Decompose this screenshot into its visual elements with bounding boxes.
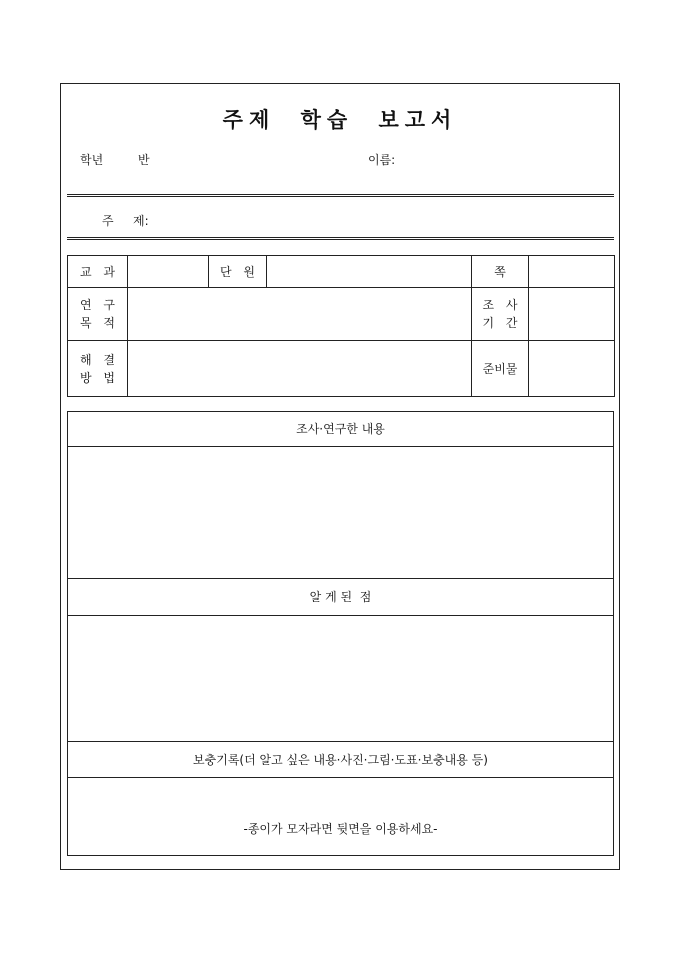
method-label-line1: 해 결 (80, 352, 119, 367)
content-box (67, 411, 614, 856)
learned-heading (68, 579, 613, 616)
name-label: 이름: (368, 153, 396, 167)
purpose-label-line1: 연 구 (80, 298, 119, 312)
learned-heading-text: 알 게 된 점 (309, 590, 372, 604)
learned-area[interactable] (68, 616, 613, 742)
supplement-heading: 보충기록(더 알고 싶은 내용·사진·그림·도표·보충내용 등) (68, 742, 613, 778)
unit-label: 단 원 (209, 256, 267, 288)
research-content-area[interactable] (68, 447, 613, 579)
double-divider-bottom (67, 237, 614, 240)
research-content-heading: 조사·연구한 내용 (68, 412, 613, 447)
period-label-line1: 조 사 (482, 298, 522, 312)
title-word-1: 주제 (222, 107, 276, 132)
grade-label: 학년 (80, 153, 104, 167)
method-label-line2: 방 법 (80, 370, 119, 385)
period-label (472, 288, 529, 341)
back-page-note: -종이가 모자라면 뒷면을 이용하세요- (243, 822, 438, 836)
period-cell[interactable] (529, 288, 615, 341)
topic-label-2: 제: (133, 214, 149, 228)
page-label: 쪽 (472, 256, 529, 288)
unit-cell[interactable] (267, 256, 472, 288)
supplement-area[interactable] (68, 778, 613, 855)
materials-cell[interactable] (529, 341, 615, 397)
double-divider-top (67, 194, 614, 197)
purpose-label (68, 288, 128, 341)
subject-cell[interactable] (128, 256, 209, 288)
purpose-label-line2: 목 적 (80, 316, 119, 330)
title-word-3: 보고서 (378, 107, 458, 132)
page-cell[interactable] (529, 256, 615, 288)
purpose-cell[interactable] (128, 288, 472, 341)
subject-label: 교 과 (68, 256, 128, 288)
method-label (68, 341, 128, 397)
topic-label-1: 주 (102, 214, 114, 228)
info-table (67, 255, 615, 397)
title-word-2: 학습 (300, 107, 354, 132)
period-label-line2: 기 간 (482, 316, 522, 330)
class-label: 반 (138, 153, 150, 167)
method-cell[interactable] (128, 341, 472, 397)
report-title (0, 104, 680, 134)
materials-label: 준비물 (472, 341, 529, 397)
